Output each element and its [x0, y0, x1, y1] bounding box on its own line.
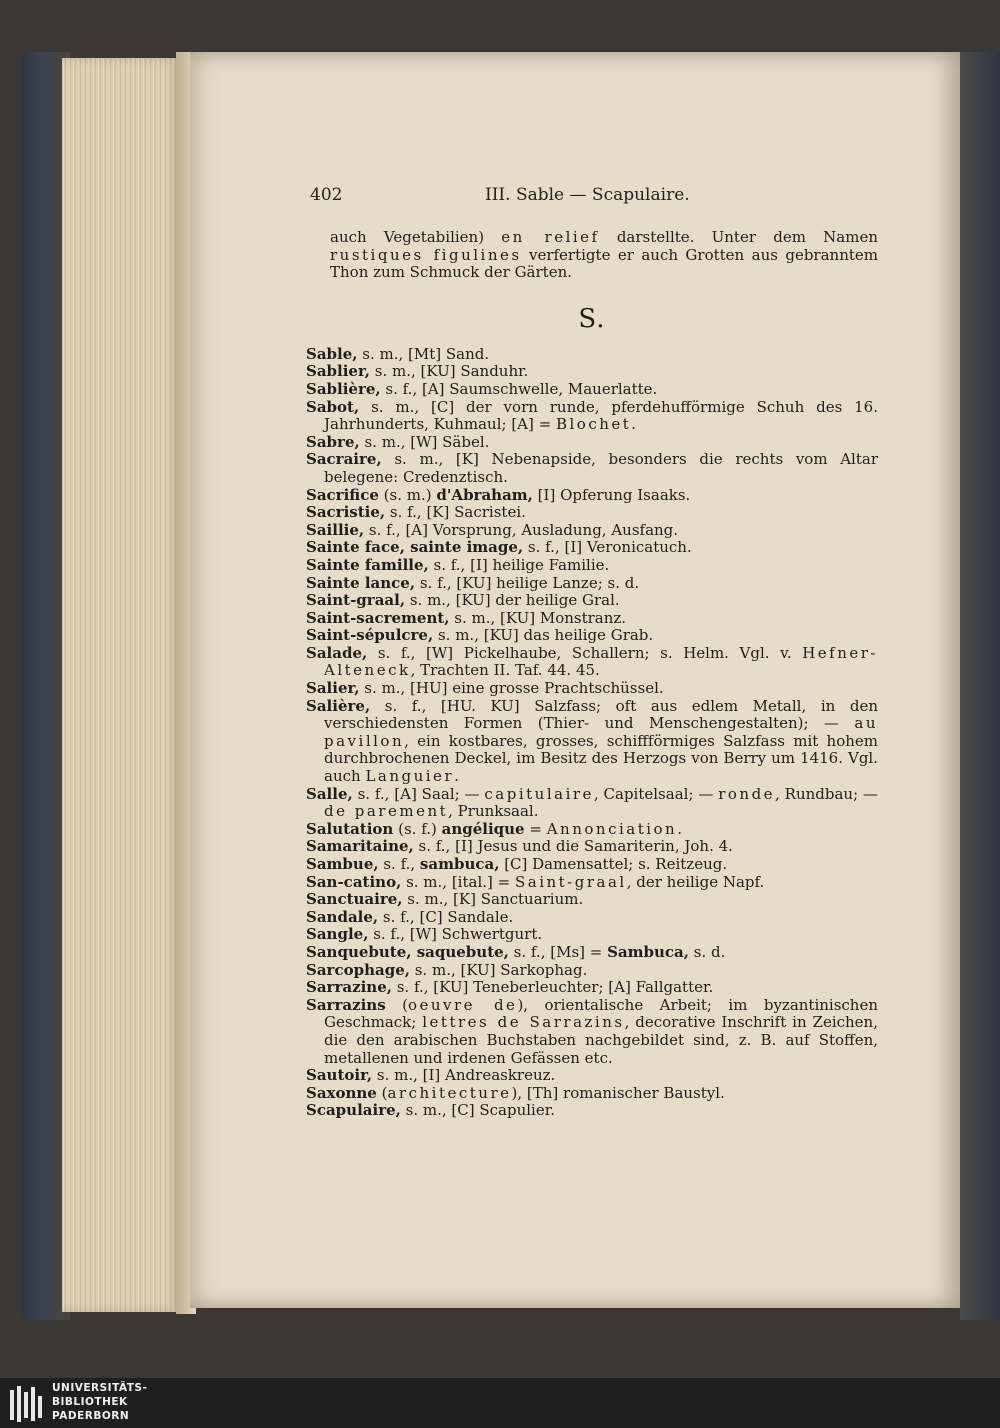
entry-text: , Prunksaal.	[448, 802, 539, 821]
entry-text: s. m., [I] Andreaskreuz.	[372, 1066, 556, 1085]
entry-text: .	[677, 819, 683, 838]
headword: Sable,	[306, 344, 358, 363]
dictionary-entry	[306, 786, 878, 821]
headword: Sambue,	[306, 855, 379, 873]
dictionary-entry	[306, 1067, 878, 1085]
dictionary-entry	[306, 909, 878, 927]
dictionary-entry	[306, 399, 878, 434]
dictionary-entry	[306, 821, 878, 839]
dictionary-entry	[306, 838, 878, 856]
headword: Sainte famille,	[306, 555, 429, 574]
entry-text: s. f., [I] Jesus und die Samariterin, Joh. 4.	[413, 837, 733, 856]
headword: Sacrifice	[306, 485, 379, 504]
entry-text: .	[631, 415, 637, 434]
headword: Saint-graal,	[306, 591, 406, 610]
entry-text: , Trachten II. Taf. 44. 45.	[410, 661, 600, 680]
entry-text: s. f., [K] Sacristei.	[385, 503, 526, 522]
headword: Sangle,	[306, 925, 369, 944]
entry-text: s. f., [W] Pickelhaube, Schallern; s. Helm. Vgl. v.	[367, 643, 803, 662]
entry-text: , Rundbau; —	[775, 784, 878, 803]
dictionary-entry	[306, 487, 878, 505]
dictionary-entry	[306, 504, 878, 522]
headword: Sarcophage,	[306, 960, 410, 979]
entry-list	[306, 346, 878, 1120]
running-title: III. Sable — Scapulaire.	[485, 185, 690, 205]
headword: sambuca,	[419, 855, 500, 873]
spaced-term: ronde	[718, 784, 776, 803]
headword: Salade,	[306, 643, 368, 662]
headword: angélique	[441, 819, 525, 838]
dictionary-entry	[306, 1102, 878, 1120]
headword: Salier,	[306, 679, 360, 698]
headword: Sablière,	[306, 379, 381, 398]
dictionary-entry	[306, 381, 878, 399]
entry-text: s. f., [A] Vorsprung, Ausladung, Ausfang.	[364, 520, 679, 539]
dictionary-entry	[306, 997, 878, 1067]
entry-text: s. m., [KU] das heilige Grab.	[433, 626, 654, 645]
entry-text: s. f., [HU. KU] Salzfass; oft aus edlem Metall, in den verschiedensten Formen (Thier- und Menschengestalten); —	[324, 696, 878, 733]
spaced-term: Hefner-Alteneck	[324, 643, 878, 680]
page-edges	[62, 58, 180, 1312]
entry-text: s. m., [C] Scapulier.	[400, 1101, 555, 1120]
headword: Sarrazine,	[306, 978, 392, 997]
headword: Sabot,	[306, 397, 360, 416]
entry-text: .	[454, 767, 459, 786]
entry-text: =	[524, 819, 547, 838]
headword: Saxonne	[306, 1083, 377, 1102]
dictionary-entry	[306, 575, 878, 593]
entry-text: s. m., [W] Säbel.	[359, 432, 490, 451]
library-logo-text	[52, 1381, 147, 1423]
dictionary-entry	[306, 592, 878, 610]
dictionary-entry	[306, 1085, 878, 1103]
entry-text: s. f.,	[378, 855, 420, 873]
headword: Saint-sépulcre,	[306, 626, 434, 645]
headword: Sarrazins	[306, 995, 386, 1014]
spaced-term: oeuvre de	[407, 995, 518, 1014]
dictionary-entry	[306, 363, 878, 381]
entry-text: s. m., [Mt] Sand.	[357, 344, 490, 363]
library-footer	[0, 1378, 1000, 1428]
entry-text: s. m., [HU] eine grosse Prachtschüssel.	[359, 679, 664, 698]
entry-text: s. f., [I] Veronicatuch.	[523, 538, 692, 557]
headword: Sabre,	[306, 432, 360, 451]
dictionary-entry	[306, 979, 878, 997]
logo-line-1: UNIVERSITÄTS-	[52, 1382, 148, 1394]
entry-text: [C] Damensattel; s. Reitzeug.	[499, 855, 728, 873]
entry-text: s. m., [K] Sanctuarium.	[402, 890, 584, 909]
headword: Sainte face, sainte image,	[306, 538, 524, 557]
dictionary-entry	[306, 944, 878, 962]
dictionary-entry	[306, 645, 878, 680]
running-header	[310, 185, 880, 209]
entry-text: s. f., [A] Saal; —	[352, 784, 485, 803]
intro-paragraph	[306, 229, 878, 282]
entry-text: auch Vegetabilien)	[330, 228, 502, 246]
headword: Sacristie,	[306, 503, 386, 522]
dictionary-entry	[306, 539, 878, 557]
dictionary-entry	[306, 680, 878, 698]
entry-text: s. f., [Ms] =	[508, 942, 608, 961]
entry-text: s. m., [C] der vorn runde, pferdehufförmige Schuh des 16. Jahrhunderts, Kuhmaul; [A] =	[324, 397, 878, 434]
headword: Sablier,	[306, 362, 371, 381]
entry-text: s. f., [W] Schwertgurt.	[368, 925, 543, 944]
dictionary-entry	[306, 451, 878, 486]
headword: Saint-sacrement,	[306, 608, 450, 627]
entry-text: ), orientalische Arbeit; im byzantinischen Geschmack;	[324, 995, 879, 1032]
entry-text: , decorative Inschrift in Zeichen, die den arabischen Buchstaben nachgebildet sind, z. B. auf Stoffen, metallenen und irdenen Gefässen etc.	[324, 1013, 878, 1067]
entry-text: s. f., [KU] Teneberleuchter; [A] Fallgatter.	[391, 978, 714, 997]
dictionary-entry	[306, 610, 878, 628]
headword: Sambuca,	[607, 942, 690, 961]
logo-line-2: BIBLIOTHEK	[52, 1396, 128, 1408]
entry-text: (	[376, 1083, 388, 1102]
dictionary-text	[306, 229, 878, 1120]
spaced-term: en relief	[501, 228, 600, 246]
entry-text: s. m., [KU] Monstranz.	[449, 608, 627, 627]
spaced-term: Annonciation	[546, 819, 678, 838]
entry-text: [I] Opferung Isaaks.	[532, 485, 691, 504]
headword: Sanquebute, saquebute,	[306, 942, 509, 961]
entry-text: ), [Th] romanischer Baustyl.	[511, 1083, 725, 1102]
spaced-term: architecture	[387, 1083, 512, 1102]
entry-text: , ein kostbares, grosses, schiffförmiges Salzfass mit hohem durchbrochenen Deckel, im Besitz des Herzogs von Berry um 1416. Vgl. auch	[324, 731, 878, 786]
page-number: 402	[310, 185, 343, 205]
headword: Saillie,	[306, 520, 365, 539]
dictionary-entry	[306, 557, 878, 575]
entry-text: (s. f.)	[393, 819, 442, 838]
headword: Sacraire,	[306, 450, 382, 469]
headword: Sautoir,	[306, 1066, 373, 1085]
headword: Sanctuaire,	[306, 890, 403, 909]
dictionary-entry	[306, 627, 878, 645]
section-letter: S.	[578, 303, 606, 334]
entry-text: s. m., [K] Nebenapside, besonders die rechts vom Altar belegene: Credenztisch.	[324, 450, 878, 486]
dictionary-entry	[306, 856, 878, 874]
headword: Sandale,	[306, 907, 379, 926]
headword: Scapulaire,	[306, 1101, 401, 1120]
entry-text: s. m., [KU] Sanduhr.	[370, 362, 529, 381]
spaced-term: Blochet	[555, 415, 632, 434]
entry-text: (s. m.)	[378, 485, 437, 504]
spaced-term: au pavillon	[324, 714, 878, 750]
dictionary-entry	[306, 962, 878, 980]
entry-text: s. f., [A] Saumschwelle, Mauerlatte.	[380, 379, 658, 398]
headword: Samaritaine,	[306, 837, 414, 856]
library-logo-icon	[10, 1386, 46, 1422]
spaced-term: lettres de Sarrazins	[422, 1013, 625, 1032]
spaced-term: Languier	[365, 767, 455, 786]
dictionary-entry	[306, 926, 878, 944]
entry-text: s. m., [KU] der heilige Gral.	[405, 591, 620, 610]
entry-text: s. m., [ital.] =	[401, 872, 515, 891]
entry-text: s. f., [I] heilige Familie.	[428, 555, 610, 574]
dictionary-entry	[306, 874, 878, 892]
dictionary-entry	[306, 698, 878, 786]
logo-line-3: PADERBORN	[52, 1410, 130, 1422]
headword: Salle,	[306, 784, 353, 803]
entry-text: darstellte. Unter dem Namen	[599, 228, 878, 246]
entry-text: s. m., [KU] Sarkophag.	[409, 960, 588, 979]
dictionary-entry	[306, 522, 878, 540]
spaced-term: Saint-graal	[514, 872, 627, 891]
headword: San-catino,	[306, 872, 402, 891]
entry-text: s. f., [C] Sandale.	[378, 907, 514, 926]
headword: Salière,	[306, 696, 371, 715]
entry-text: , Capitelsaal; —	[593, 784, 719, 803]
entry-text: verfertigte er auch Grotten aus gebranntem Thon zum Schmuck der Gärten.	[330, 245, 878, 282]
spaced-term: capitulaire	[484, 784, 594, 803]
dictionary-entry	[306, 891, 878, 909]
entry-text: (	[385, 995, 408, 1014]
book-cover-right	[960, 52, 1000, 1320]
dictionary-entry	[306, 346, 878, 364]
headword: Salutation	[306, 819, 394, 838]
spaced-term: de parement	[324, 802, 449, 821]
entry-text: s. d.	[689, 942, 726, 961]
entry-text: s. f., [KU] heilige Lanze; s. d.	[415, 573, 640, 592]
spaced-term: rustiques figulines	[330, 245, 522, 264]
headword: Sainte lance,	[306, 573, 416, 592]
dictionary-entry	[306, 434, 878, 452]
entry-text: , der heilige Napf.	[626, 872, 765, 891]
headword: d'Abraham,	[436, 485, 533, 504]
